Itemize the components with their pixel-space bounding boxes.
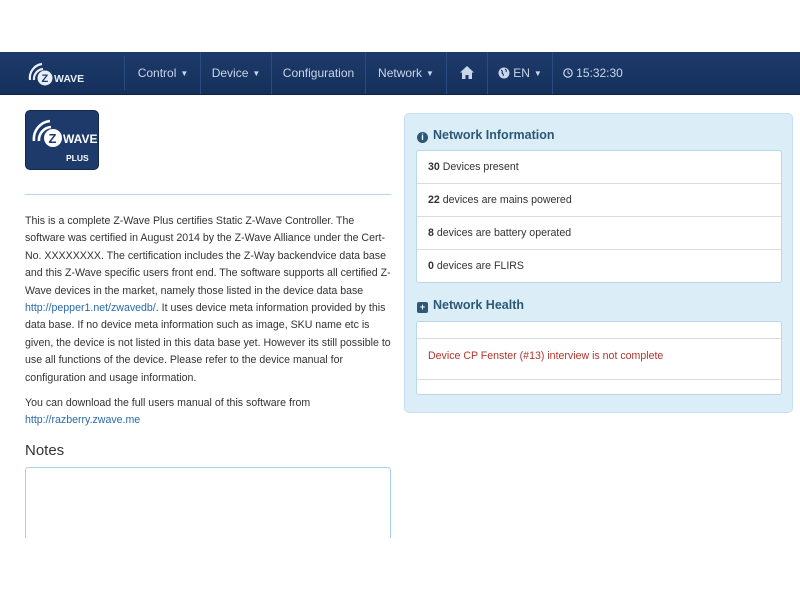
notes-textarea[interactable] bbox=[25, 467, 391, 538]
nav-control-menu[interactable] bbox=[126, 52, 201, 94]
svg-text:WAVE: WAVE bbox=[54, 73, 85, 85]
main-content bbox=[25, 110, 391, 538]
language-label: EN bbox=[513, 66, 530, 80]
notes-heading: Notes bbox=[25, 441, 65, 459]
zwave-waves-icon bbox=[26, 58, 96, 88]
nav-clock bbox=[553, 52, 633, 94]
svg-text:Z: Z bbox=[41, 73, 49, 85]
device-database-link[interactable]: http://pepper1.net/zwavedb/ bbox=[25, 302, 156, 315]
zwave-plus-logo bbox=[25, 110, 99, 170]
plus-square-icon: + bbox=[417, 302, 428, 313]
network-information-heading bbox=[417, 128, 555, 143]
nav-network-label: Network bbox=[378, 66, 423, 80]
caret-down-icon: ▼ bbox=[533, 69, 542, 78]
list-item bbox=[417, 151, 781, 183]
clock-time: 15:32:30 bbox=[576, 66, 623, 80]
zwave-plus-icon bbox=[26, 111, 98, 169]
nav-device-label: Device bbox=[211, 66, 249, 80]
list-item bbox=[417, 183, 781, 216]
nav-device-menu[interactable] bbox=[201, 52, 272, 94]
caret-down-icon: ▼ bbox=[426, 69, 434, 78]
nav-configuration-link[interactable] bbox=[272, 52, 366, 94]
description-part-1: This is a complete Z-Wave Plus certifies Static Z-Wave Controller. The software was certified in August 2014 by the Z-Wave Alliance under the Cert-No. XXXXXXXX. The certification includes the Z-Way backendvice data base and this Z-Wave specific users front end. The software supports all certified Z-Wave devices in the market, namely those listed in the device data base bbox=[25, 215, 391, 297]
info-icon: i bbox=[417, 132, 428, 143]
network-health-heading bbox=[417, 298, 524, 313]
list-item-label: Devices present bbox=[442, 161, 519, 173]
download-text-label: You can download the full users manual of this software from bbox=[25, 397, 311, 410]
network-information-title: Network Information bbox=[433, 128, 555, 142]
caret-down-icon: ▼ bbox=[252, 69, 261, 78]
description-part-2: . It uses device meta information provided by this data base. If no device meta information such as image, SKU name etc is given, the device is not listed in this data base yet. However its still possible to use all functions of the device. Please refer to the device manual for configuration and usage information. bbox=[25, 302, 391, 384]
nav-home-button[interactable] bbox=[447, 52, 488, 94]
device-count: 0 bbox=[428, 260, 434, 272]
network-health-list bbox=[416, 321, 782, 395]
svg-text:WAVE: WAVE bbox=[63, 132, 98, 146]
device-count: 30 bbox=[428, 161, 440, 173]
nav-network-menu[interactable] bbox=[366, 52, 447, 94]
home-icon bbox=[460, 66, 474, 79]
caret-down-icon: ▼ bbox=[180, 69, 189, 78]
list-item-label: devices are mains powered bbox=[442, 194, 572, 206]
list-item-label: devices are battery operated bbox=[436, 227, 572, 239]
nav-language-menu[interactable] bbox=[488, 52, 553, 94]
list-item bbox=[417, 216, 781, 249]
nav-control-label: Control bbox=[137, 66, 177, 80]
clock-icon bbox=[563, 68, 573, 78]
manual-download-link[interactable]: http://razberry.zwave.me bbox=[25, 414, 141, 427]
network-panel bbox=[404, 113, 793, 413]
device-count: 8 bbox=[428, 227, 434, 239]
brand-logo[interactable] bbox=[24, 56, 125, 90]
list-item bbox=[417, 322, 781, 339]
list-item-label: devices are FLIRS bbox=[436, 260, 524, 272]
description-text bbox=[25, 213, 391, 387]
list-item bbox=[417, 380, 781, 394]
download-text bbox=[25, 395, 391, 430]
network-information-list bbox=[416, 150, 782, 283]
list-item bbox=[417, 249, 781, 282]
health-warning-message: Device CP Fenster (#13) interview is not complete bbox=[417, 339, 781, 380]
nav-configuration-label: Configuration bbox=[282, 66, 355, 80]
divider bbox=[25, 194, 391, 195]
top-navbar bbox=[0, 52, 800, 95]
device-count: 22 bbox=[428, 194, 440, 206]
network-health-title: Network Health bbox=[433, 298, 524, 312]
svg-text:Z: Z bbox=[48, 131, 57, 146]
svg-text:PLUS: PLUS bbox=[66, 153, 89, 163]
globe-icon bbox=[498, 67, 510, 79]
